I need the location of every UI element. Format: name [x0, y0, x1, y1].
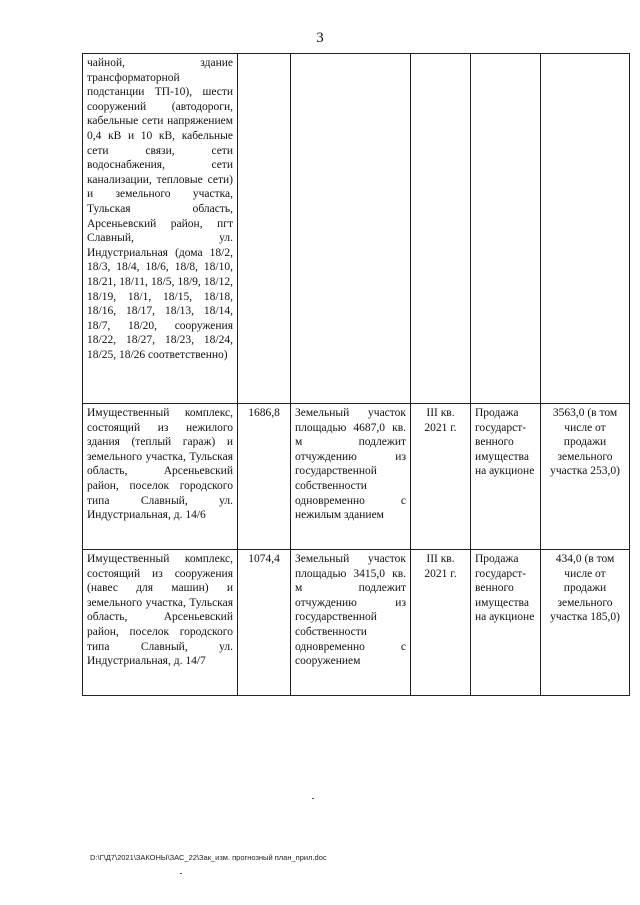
- sale-method-cell: Продажа государст-венного имущества на аукционе: [471, 550, 541, 696]
- amount-cell: [541, 54, 630, 404]
- privatization-table: [82, 53, 630, 696]
- table-row: [83, 54, 630, 404]
- object-name-cell: Имущественный комплекс, состоящий из нежилого здания (теплый гараж) и земельного участка, Тульская область, Арсеньевский район, поселок городского типа Славный, ул. Индустриальная, д. 14/6: [83, 404, 238, 550]
- quarter-cell: [411, 54, 471, 404]
- quarter-cell: III кв. 2021 г.: [411, 550, 471, 696]
- sale-method-cell: Продажа государст-венного имущества на аукционе: [471, 404, 541, 550]
- land-info-cell: Земельный участок площадью 3415,0 кв. м подлежит отчуждению из государственной собственности одновременно с сооружением: [291, 550, 411, 696]
- quarter-cell: III кв. 2021 г.: [411, 404, 471, 550]
- land-info-cell: Земельный участок площадью 4687,0 кв. м подлежит отчуждению из государственной собственности одновременно с нежилым зданием: [291, 404, 411, 550]
- land-info-cell: [291, 54, 411, 404]
- area-cell: [238, 54, 291, 404]
- amount-cell: 434,0 (в том числе от продажи земельного участка 185,0): [541, 550, 630, 696]
- sale-method-cell: [471, 54, 541, 404]
- object-name-cell: чайной, здание трансформаторной подстанции ТП-10), шести сооружений (автодороги, кабельные сети напряжением 0,4 кВ и 10 кВ, кабельные сети связи, сети водоснабжения, сети канализации, тепловые сети) и земельного участка, Тульская область, Арсеньевский район, пгт Славный, ул. Индустриальная (дома 18/2, 18/3, 18/4, 18/6, 18/8, 18/10, 18/21, 18/11, 18/5, 18/9, 18/12, 18/19, 18/1, 18/15, 18/18, 18/16, 18/17, 18/13, 18/14, 18/7, 18/20, сооружения 18/22, 18/27, 18/23, 18/24, 18/25, 18/26 соответственно): [83, 54, 238, 404]
- page-number: 3: [316, 30, 324, 46]
- area-cell: 1686,8: [238, 404, 291, 550]
- scan-speck: [180, 873, 182, 874]
- scan-speck: [312, 798, 314, 799]
- table-row: [83, 550, 630, 696]
- amount-cell: 3563,0 (в том числе от продажи земельного участка 253,0): [541, 404, 630, 550]
- file-path-footer: D:\Г\Д7\2021\ЗАКОНЫ\ЗАС_22\Зак_изм. прогнозный план_прил.doc: [90, 853, 327, 862]
- area-cell: 1074,4: [238, 550, 291, 696]
- object-name-cell: Имущественный комплекс, состоящий из сооружения (навес для машин) и земельного участка, Тульская область, Арсеньевский район, поселок городского типа Славный, ул. Индустриальная, д. 14/7: [83, 550, 238, 696]
- table-row: [83, 404, 630, 550]
